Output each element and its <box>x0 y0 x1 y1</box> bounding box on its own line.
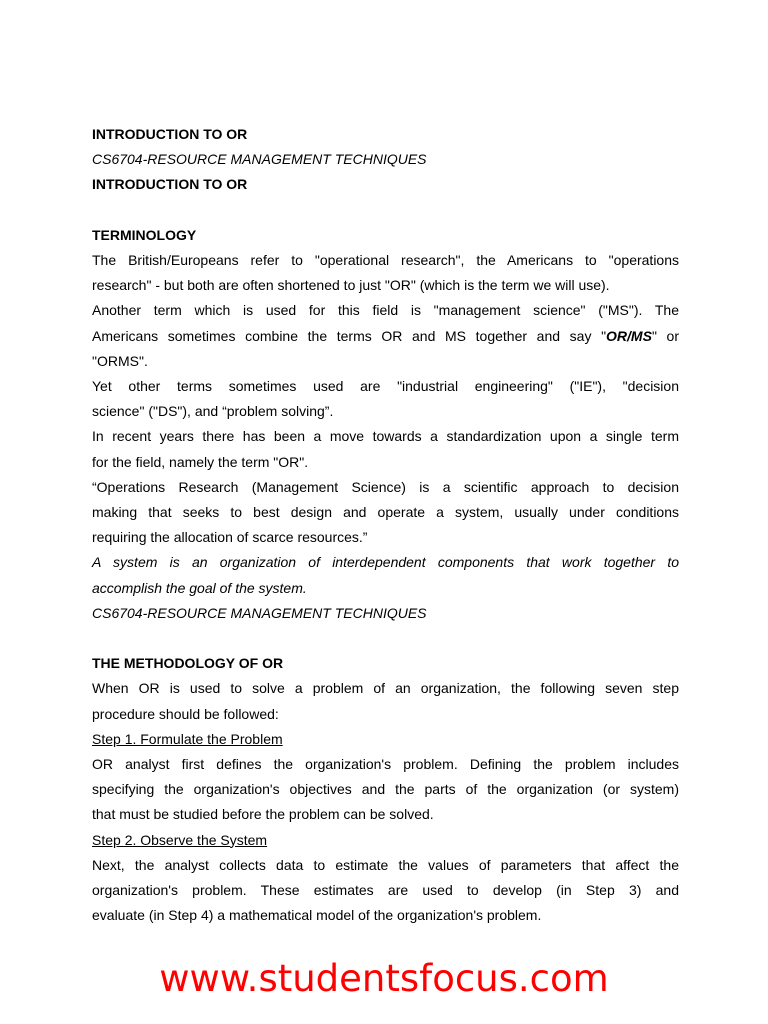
step1-line1: OR analyst first defines the organization's problem. Defining the problem includes <box>92 756 679 773</box>
course-title: CS6704-RESOURCE MANAGEMENT TECHNIQUES <box>92 151 427 168</box>
terminology-p5-line3: requiring the allocation of scarce resources.” <box>92 529 368 546</box>
terminology-p1-line2: research" - but both are often shortened to just "OR" (which is the term we will use). <box>92 277 610 294</box>
terminology-p2-line2-c: " or <box>651 327 679 344</box>
step1-line3: that must be studied before the problem can be solved. <box>92 806 434 823</box>
footer-watermark: www.studentsfocus.com <box>159 957 609 1000</box>
terminology-p5-line1: “Operations Research (Management Science) is a scientific approach to decision <box>92 478 679 495</box>
step2-title: Step 2. Observe the System <box>92 831 268 848</box>
terminology-p1-line1: The British/Europeans refer to "operational research", the Americans to "operations <box>92 252 679 268</box>
spacer <box>92 198 679 223</box>
step1-title: Step 1. Formulate the Problem <box>92 730 283 747</box>
terminology-heading: TERMINOLOGY <box>92 226 197 243</box>
document-page <box>92 122 679 928</box>
methodology-p1-line1: When OR is used to solve a problem of an organization, the following seven step <box>92 680 679 697</box>
methodology-p1-line2: procedure should be followed: <box>92 705 279 722</box>
intro-heading: INTRODUCTION TO OR <box>92 126 248 142</box>
system-definition-line2: accomplish the goal of the system. <box>92 579 307 596</box>
methodology-heading: THE METHODOLOGY OF OR <box>92 655 284 672</box>
intro-heading-repeat: INTRODUCTION TO OR <box>92 176 248 193</box>
step1-line2: specifying the organization's objectives and the parts of the organization (or system) <box>92 781 679 798</box>
spacer <box>92 626 679 651</box>
terminology-p2-line3: "ORMS". <box>92 352 148 369</box>
terminology-p4-line1: In recent years there has been a move towards a standardization upon a single term <box>92 428 679 445</box>
terminology-p3-line1: Yet other terms sometimes used are "industrial engineering" ("IE"), "decision <box>92 378 679 395</box>
terminology-p2-line2 <box>92 324 679 349</box>
terminology-p3-line2: science" ("DS"), and “problem solving”. <box>92 403 334 420</box>
step2-line1: Next, the analyst collects data to estimate the values of parameters that affect the <box>92 856 679 873</box>
system-definition-line1: A system is an organization of interdependent components that work together to <box>92 554 679 571</box>
orms-emphasis: OR/MS <box>606 327 652 344</box>
terminology-p2-line1: Another term which is used for this field is "management science" ("MS"). The <box>92 302 679 319</box>
step2-line2: organization's problem. These estimates are used to develop (in Step 3) and <box>92 882 679 899</box>
terminology-p4-line2: for the field, namely the term "OR". <box>92 453 309 470</box>
terminology-p5-line2: making that seeks to best design and operate a system, usually under conditions <box>92 504 679 521</box>
step2-line3: evaluate (in Step 4) a mathematical model of the organization's problem. <box>92 907 542 924</box>
course-title-repeat: CS6704-RESOURCE MANAGEMENT TECHNIQUES <box>92 604 427 621</box>
terminology-p2-line2-a: Americans sometimes combine the terms OR and MS together and say " <box>92 327 607 344</box>
